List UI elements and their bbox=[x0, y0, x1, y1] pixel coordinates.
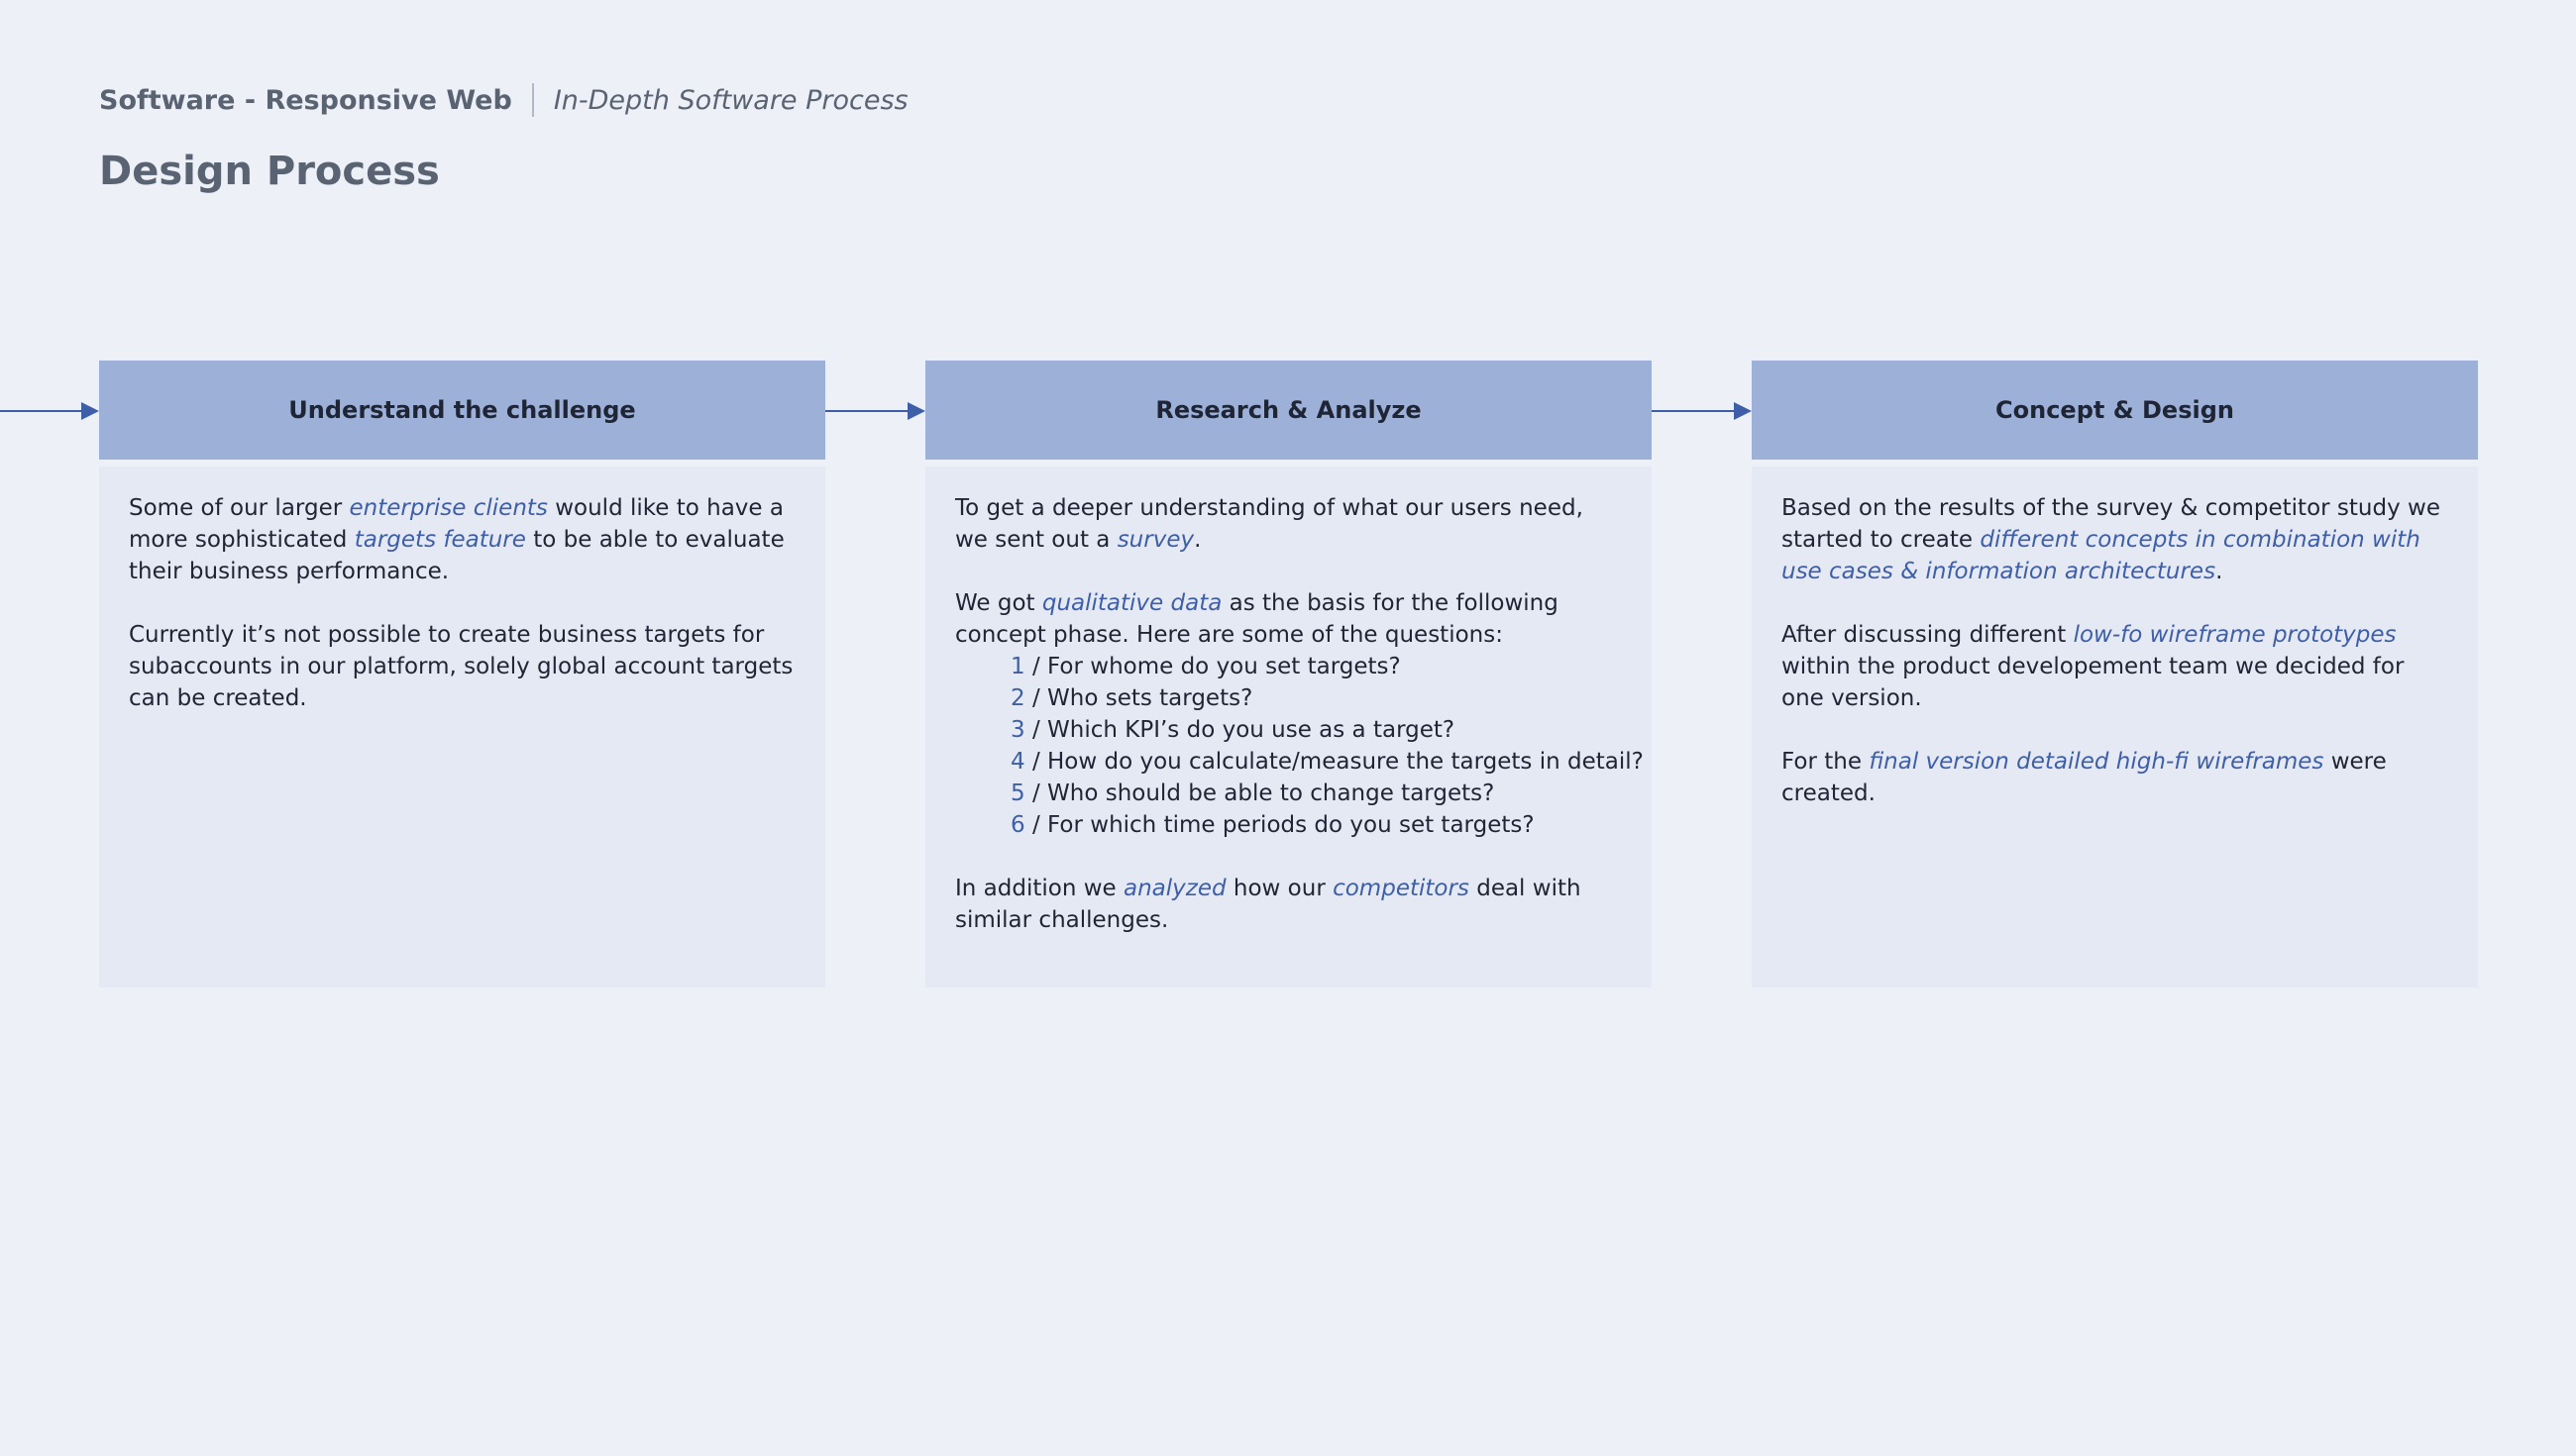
question-item bbox=[1011, 682, 1622, 714]
question-number: 5 bbox=[1011, 780, 1025, 806]
question-text: / How do you calculate/measure the targets in detail? bbox=[1024, 749, 1644, 775]
project-name: Software - Responsive Web bbox=[99, 84, 512, 116]
question-text: / Who sets targets? bbox=[1024, 685, 1253, 711]
question-number: 4 bbox=[1011, 749, 1025, 775]
card-research-analyze bbox=[925, 361, 1652, 988]
highlight-text: survey bbox=[1117, 527, 1195, 553]
project-subtitle: In-Depth Software Process bbox=[553, 84, 909, 116]
card-title: Understand the challenge bbox=[99, 361, 825, 460]
question-text: / Which KPI’s do you use as a target? bbox=[1024, 717, 1455, 743]
card-understand-challenge bbox=[99, 361, 825, 988]
text: how our bbox=[1226, 876, 1334, 901]
card-paragraph bbox=[129, 492, 796, 587]
card-paragraph bbox=[955, 873, 1622, 936]
question-item bbox=[1011, 809, 1622, 841]
card-title: Research & Analyze bbox=[925, 361, 1652, 460]
text: would like to have a more sophisticated bbox=[129, 495, 784, 553]
card-concept-design bbox=[1752, 361, 2478, 988]
flow-arrow-2-3 bbox=[1652, 402, 1752, 420]
card-title: Concept & Design bbox=[1752, 361, 2478, 460]
card-paragraph bbox=[1781, 746, 2448, 809]
text: . bbox=[1194, 527, 1202, 553]
highlight-text: analyzed bbox=[1124, 876, 1227, 901]
text: After discussing different bbox=[1781, 622, 2074, 648]
highlight-text: enterprise clients bbox=[349, 495, 548, 521]
text: were created. bbox=[1781, 749, 2387, 806]
text: For the bbox=[1781, 749, 1870, 775]
question-item bbox=[1011, 746, 1644, 778]
card-paragraph bbox=[955, 587, 1622, 651]
card-body bbox=[1752, 467, 2478, 988]
card-paragraph bbox=[1781, 492, 2448, 587]
text: to be able to evaluate their business performance. bbox=[129, 527, 785, 584]
question-item bbox=[1011, 651, 1622, 682]
text: We got bbox=[955, 590, 1042, 616]
question-number: 6 bbox=[1011, 812, 1025, 838]
highlight-text: final version detailed high-fi wireframes bbox=[1869, 749, 2324, 775]
highlight-text: qualitative data bbox=[1041, 590, 1223, 616]
text: . bbox=[2215, 559, 2223, 584]
flow-arrow-1-2 bbox=[825, 402, 925, 420]
highlight-text: competitors bbox=[1333, 876, 1469, 901]
card-body bbox=[99, 467, 825, 988]
question-text: / Who should be able to change targets? bbox=[1024, 780, 1495, 806]
question-list bbox=[955, 651, 1644, 841]
card-paragraph bbox=[955, 492, 1622, 556]
highlight-text: targets feature bbox=[354, 527, 526, 553]
text: deal with similar challenges. bbox=[955, 876, 1581, 933]
card-paragraph bbox=[1781, 619, 2448, 714]
page-title: Design Process bbox=[99, 149, 440, 194]
highlight-text: low-fo wireframe prototypes bbox=[2073, 622, 2397, 648]
question-item bbox=[1011, 714, 1622, 746]
text: within the product developement team we decided for one version. bbox=[1781, 654, 2405, 711]
text: as the basis for the following concept phase. Here are some of the questions: bbox=[955, 590, 1558, 648]
text: Based on the results of the survey & competitor study we started to create bbox=[1781, 495, 2440, 553]
question-item bbox=[1011, 778, 1622, 809]
text: In addition we bbox=[955, 876, 1124, 901]
flow-arrow-in bbox=[0, 402, 99, 420]
question-number: 1 bbox=[1011, 654, 1025, 679]
question-number: 3 bbox=[1011, 717, 1025, 743]
highlight-text: different concepts in combination with use cases & information architectures bbox=[1781, 527, 2420, 584]
header-divider bbox=[532, 83, 534, 117]
header bbox=[99, 83, 909, 117]
text: Some of our larger bbox=[129, 495, 350, 521]
card-body bbox=[925, 467, 1652, 988]
question-text: / For which time periods do you set targets? bbox=[1024, 812, 1535, 838]
card-paragraph: Currently it’s not possible to create business targets for subaccounts in our platform, solely global account targets can be created. bbox=[129, 622, 794, 711]
question-text: / For whome do you set targets? bbox=[1024, 654, 1401, 679]
question-number: 2 bbox=[1011, 685, 1025, 711]
text: To get a deeper understanding of what our users need, we sent out a bbox=[955, 495, 1583, 553]
